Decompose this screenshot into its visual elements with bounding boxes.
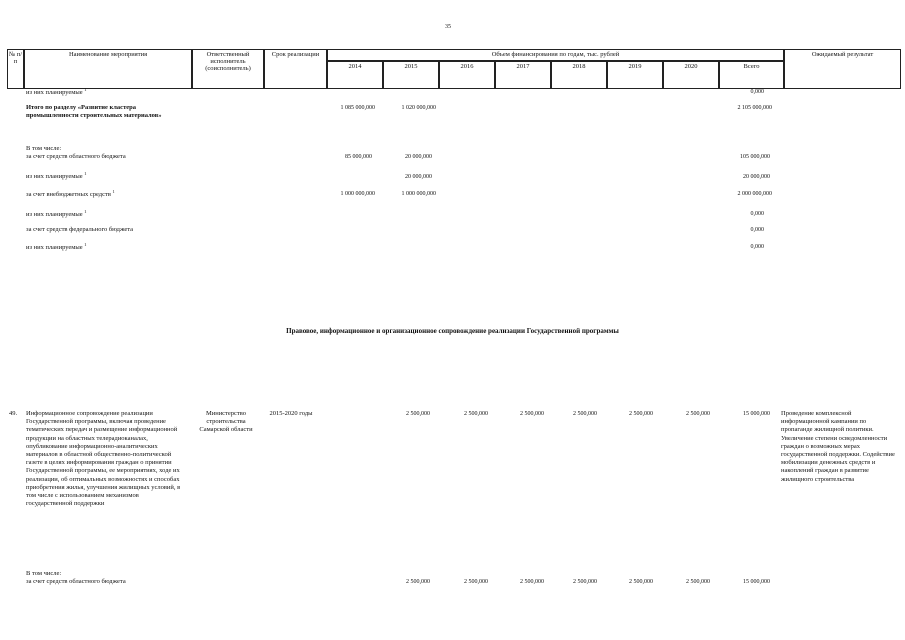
year-total: Всего — [719, 61, 784, 89]
header-period: Срок реализации — [264, 49, 327, 89]
row49-2019: 2 500,000 — [629, 411, 653, 417]
row-planned-1: из них планируемые $^1$ — [26, 86, 87, 96]
bottom-vtom: В том числе: — [26, 570, 62, 577]
plan2-total: 0,000 — [750, 211, 764, 217]
bottom-2017: 2 500,000 — [520, 579, 544, 585]
obl-2014: 85 000,000 — [345, 154, 372, 160]
section-title: Правовое, информационное и организационное сопровождение реализации Государственной программы — [286, 327, 619, 335]
row49-name: Информационное сопровождение реализации Государственной программы, включая проведение тематических передач и размещение информационной продукции на областных телерадиоканалах, опубликование информационно-аналитических материалов в областной общественно-политической газете в целях информирования граждан о принятии Государственной программы, ее мероприятиях, ходе их реализации, об оптимальных возможностях и способах приобретения жилья, улучшения жилищных условий, в том числе с использованием механизмов государственной поддержки — [26, 410, 181, 508]
fed-total: 0,000 — [750, 227, 764, 233]
row-planned-1-total: 0,000 — [750, 89, 764, 95]
year-2020: 2020 — [663, 61, 719, 89]
year-2018: 2018 — [551, 61, 607, 89]
year-2019: 2019 — [607, 61, 663, 89]
row49-result: Проведение комплексной информационной кампании по пропаганде жилищной политики. Увеличение степени осведомленности граждан о возможных мерах государственной поддержки. Содействие мобилизации денежных средств и накоплений граждан в развитие жилищного строительства — [781, 410, 895, 483]
bottom-2015: 2 500,000 — [406, 579, 430, 585]
bottom-2018: 2 500,000 — [573, 579, 597, 585]
obl-2015: 20 000,000 — [405, 154, 432, 160]
page-number: 35 — [445, 24, 451, 30]
row49-total: 15 000,000 — [743, 411, 770, 417]
row49-2015: 2 500,000 — [406, 411, 430, 417]
bottom-obl-label: за счет средств областного бюджета — [26, 578, 126, 585]
row49-2017: 2 500,000 — [520, 411, 544, 417]
plan1-total: 20 000,000 — [743, 174, 770, 180]
header-num: № п/п — [7, 49, 24, 89]
header-funding: Объем финансирования по годам, тыс. рублей — [327, 49, 784, 61]
year-2014: 2014 — [327, 61, 383, 89]
itogo-2015: 1 020 000,000 — [401, 105, 436, 111]
year-2016: 2016 — [439, 61, 495, 89]
itogo-2014: 1 085 000,000 — [340, 105, 375, 111]
header-responsible: Ответственный исполнитель (соисполнитель) — [192, 49, 264, 89]
vne-2014: 1 000 000,000 — [340, 191, 375, 197]
itogo-label: Итого по разделу «Развитие кластера промышленности строительных материалов» — [26, 104, 162, 120]
header-name: Наименование мероприятия — [24, 49, 192, 89]
obl-total: 105 000,000 — [740, 154, 770, 160]
itogo-total: 2 105 000,000 — [737, 105, 772, 111]
row49-2016: 2 500,000 — [464, 411, 488, 417]
row49-responsible: Министерство строительства Самарской области — [199, 410, 253, 434]
bottom-total: 15 000,000 — [743, 579, 770, 585]
plan3-total: 0,000 — [750, 244, 764, 250]
table-header — [7, 49, 901, 89]
row49-2018: 2 500,000 — [573, 411, 597, 417]
obl-label: за счет средств областного бюджета — [26, 153, 126, 160]
year-2017: 2017 — [495, 61, 551, 89]
year-2015: 2015 — [383, 61, 439, 89]
row49-num: 49. — [9, 410, 18, 417]
vne-total: 2 000 000,000 — [737, 191, 772, 197]
plan1-2015: 20 000,000 — [405, 174, 432, 180]
bottom-2016: 2 500,000 — [464, 579, 488, 585]
bottom-2019: 2 500,000 — [629, 579, 653, 585]
vne-label: за счет внебюджетных средств $^1$ — [26, 188, 115, 198]
row49-2020: 2 500,000 — [686, 411, 710, 417]
plan2-label: из них планируемые $^1$ — [26, 208, 87, 218]
bottom-2020: 2 500,000 — [686, 579, 710, 585]
fed-label: за счет средств федерального бюджета — [26, 226, 134, 233]
vne-2015: 1 000 000,000 — [401, 191, 436, 197]
plan3-label: из них планируемые $^1$ — [26, 241, 87, 251]
row49-period: 2015-2020 годы — [269, 410, 313, 417]
header-result: Ожидаемый результат — [784, 49, 901, 89]
plan1-label: из них планируемые $^1$ — [26, 170, 87, 180]
vtom-label: В том числе: — [26, 145, 62, 152]
